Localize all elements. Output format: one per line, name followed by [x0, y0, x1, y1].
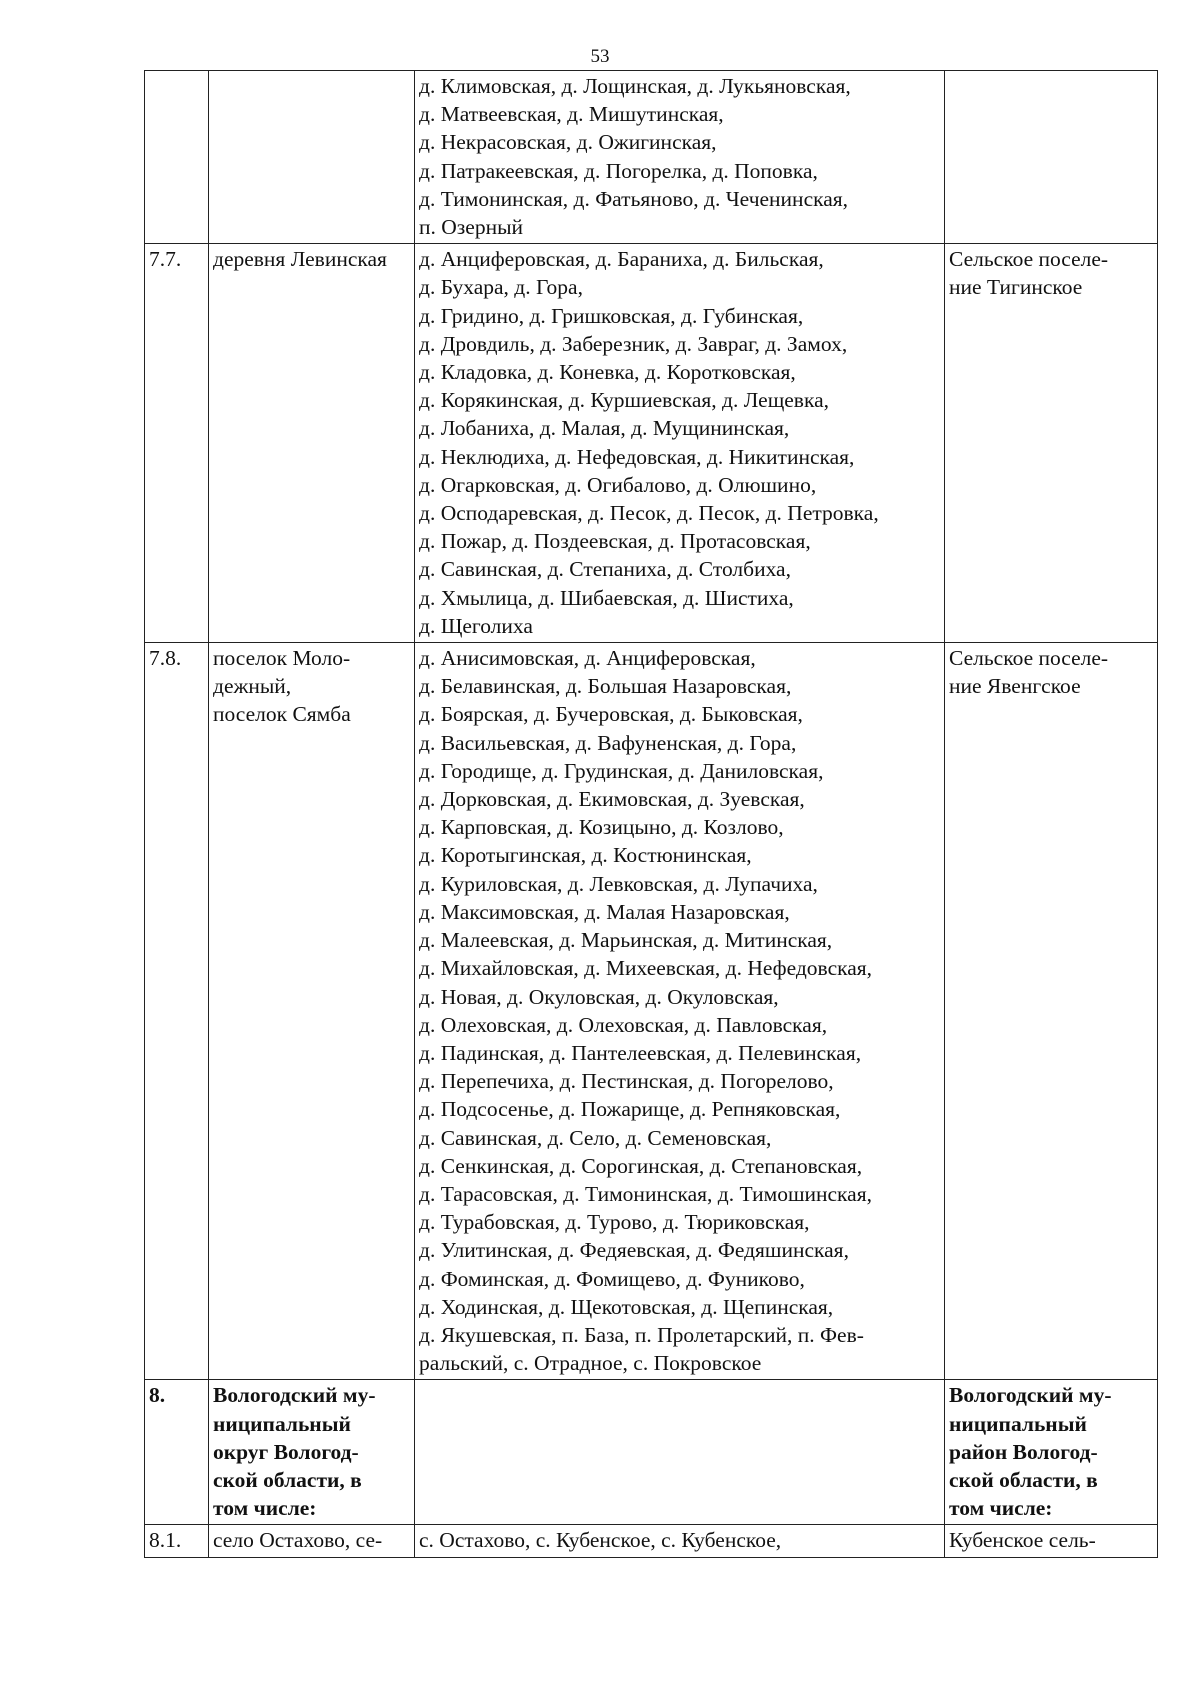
text-line: д. Некрасовская, д. Ожигинская,: [419, 130, 717, 155]
text-line: д. Олеховская, д. Олеховская, д. Павловская,: [419, 1012, 828, 1037]
text-line: поселок Сямба: [213, 702, 351, 727]
text-line: д. Боярская, д. Бучеровская, д. Быковская,: [419, 702, 803, 727]
text-line: д. Карповская, д. Козицыно, д. Козлово,: [419, 815, 784, 840]
text-line: д. Сенкинская, д. Сорогинская, д. Степановская,: [419, 1153, 863, 1178]
text-line: округ Вологод-: [213, 1439, 359, 1464]
text-line: д. Тимонинская, д. Фатьяново, д. Чеченинская,: [419, 186, 849, 211]
text-line: Сельское поселе-: [949, 247, 1109, 272]
text-line: д. Климовская, д. Лощинская, д. Лукьяновская,: [419, 74, 851, 98]
text-line: Сельское поселе-: [949, 646, 1109, 671]
text-line: д. Щеголиха: [419, 613, 533, 638]
text-line: дежный,: [213, 674, 292, 699]
text-line: д. Бухара, д. Гора,: [419, 275, 583, 300]
row-number-text: 8.: [149, 1383, 166, 1408]
text-line: д. Неклюдиха, д. Нефедовская, д. Никитинская,: [419, 444, 855, 469]
admin-center-cell: [209, 71, 415, 244]
text-line: д. Фоминская, д. Фомищево, д. Фуниково,: [419, 1266, 805, 1291]
text-line: д. Подсосенье, д. Пожарище, д. Репняковская,: [419, 1097, 841, 1122]
settlement-cell: [945, 244, 1158, 643]
text-line: д. Михайловская, д. Михеевская, д. Нефедовская,: [419, 956, 873, 981]
text-line: д. Якушевская, п. База, п. Пролетарский, п. Фев-: [419, 1322, 864, 1347]
text-line: д. Анисимовская, д. Анциферовская,: [419, 646, 756, 671]
text-line: том числе:: [949, 1496, 1053, 1521]
text-line: д. Корякинская, д. Куршиевская, д. Лещевка,: [419, 388, 829, 413]
text-line: д. Дорковская, д. Екимовская, д. Зуевская,: [419, 787, 805, 812]
table-row: [145, 1525, 1158, 1557]
text-line: д. Савинская, д. Село, д. Семеновская,: [419, 1125, 772, 1150]
text-line: д. Кладовка, д. Коневка, д. Коротковская,: [419, 360, 796, 385]
admin-center-cell: [209, 643, 415, 1380]
text-line: ние Тигинское: [949, 275, 1083, 300]
admin-center-cell: [209, 1525, 415, 1557]
settlements-table: [144, 70, 1158, 1558]
row-number-cell: [145, 1380, 209, 1525]
text-line: ниципальный: [949, 1411, 1087, 1436]
text-line: д. Падинская, д. Пантелеевская, д. Пелевинская,: [419, 1040, 862, 1065]
localities-cell: [415, 1525, 945, 1557]
text-line: д. Малеевская, д. Марьинская, д. Митинская,: [419, 928, 833, 953]
text-line: Вологодский му-: [949, 1383, 1112, 1408]
admin-center-cell: [209, 244, 415, 643]
text-line: д. Патракеевская, д. Погорелка, д. Поповка,: [419, 158, 818, 183]
text-line: ниципальный: [213, 1411, 351, 1436]
settlement-cell: [945, 1380, 1158, 1525]
text-line: д. Максимовская, д. Малая Назаровская,: [419, 899, 790, 924]
localities-cell: [415, 643, 945, 1380]
text-line: село Остахово, се-: [213, 1528, 383, 1553]
text-line: д. Улитинская, д. Федяевская, д. Федяшинская,: [419, 1238, 849, 1263]
text-line: д. Куриловская, д. Левковская, д. Лупачиха,: [419, 871, 818, 896]
text-line: д. Матвеевская, д. Мишутинская,: [419, 102, 724, 127]
text-line: д. Ходинская, д. Щекотовская, д. Щепинская,: [419, 1294, 834, 1319]
text-line: д. Осподаревская, д. Песок, д. Песок, д. Петровка,: [419, 501, 879, 526]
text-line: д. Турабовская, д. Турово, д. Тюриковская,: [419, 1210, 810, 1235]
text-line: д. Городище, д. Грудинская, д. Даниловская,: [419, 758, 824, 783]
table-row: [145, 1380, 1158, 1525]
text-line: ской области, в: [213, 1467, 362, 1492]
text-line: том числе:: [213, 1496, 317, 1521]
text-line: д. Пожар, д. Поздеевская, д. Протасовская,: [419, 529, 811, 554]
text-line: Вологодский му-: [213, 1383, 376, 1408]
table-body: [145, 71, 1158, 1558]
text-line: д. Хмылица, д. Шибаевская, д. Шистиха,: [419, 585, 794, 610]
localities-cell: [415, 244, 945, 643]
row-number-cell: 8.1.: [145, 1525, 209, 1557]
text-line: д. Анциферовская, д. Бараниха, д. Бильская,: [419, 247, 824, 272]
page-number: 53: [590, 46, 610, 67]
text-line: д. Лобаниха, д. Малая, д. Мущининская,: [419, 416, 790, 441]
text-line: д. Новая, д. Окуловская, д. Окуловская,: [419, 984, 779, 1009]
table-row: [145, 244, 1158, 643]
text-line: район Вологод-: [949, 1439, 1098, 1464]
text-line: д. Огарковская, д. Огибалово, д. Олюшино,: [419, 472, 817, 497]
localities-cell: [415, 71, 945, 244]
text-line: поселок Моло-: [213, 646, 351, 671]
settlement-cell: [945, 71, 1158, 244]
text-line: д. Белавинская, д. Большая Назаровская,: [419, 674, 792, 699]
text-line: Кубенское сель-: [949, 1528, 1096, 1553]
table-row: [145, 643, 1158, 1380]
settlement-cell: [945, 1525, 1158, 1557]
table-row: [145, 71, 1158, 244]
text-line: ральский, с. Отрадное, с. Покровское: [419, 1351, 762, 1376]
text-line: д. Васильевская, д. Вафуненская, д. Гора,: [419, 730, 797, 755]
text-line: д. Коротыгинская, д. Костюнинская,: [419, 843, 752, 868]
row-number-cell: [145, 71, 209, 244]
row-number-cell: 7.8.: [145, 643, 209, 1380]
row-number-cell: 7.7.: [145, 244, 209, 643]
settlement-cell: [945, 643, 1158, 1380]
text-line: д. Перепечиха, д. Пестинская, д. Погорелово,: [419, 1069, 834, 1094]
text-line: ние Явенгское: [949, 674, 1081, 699]
text-line: с. Остахово, с. Кубенское, с. Кубенское,: [419, 1528, 782, 1553]
text-line: деревня Левинская: [213, 247, 387, 272]
text-line: ской области, в: [949, 1467, 1098, 1492]
text-line: д. Гридино, д. Гришковская, д. Губинская,: [419, 303, 804, 328]
text-line: д. Дровдиль, д. Заберезник, д. Завраг, д. Замох,: [419, 331, 848, 356]
text-line: д. Тарасовская, д. Тимонинская, д. Тимошинская,: [419, 1181, 872, 1206]
localities-cell: [415, 1380, 945, 1525]
text-line: п. Озерный: [419, 215, 524, 240]
admin-center-cell: [209, 1380, 415, 1525]
text-line: д. Савинская, д. Степаниха, д. Столбиха,: [419, 557, 791, 582]
